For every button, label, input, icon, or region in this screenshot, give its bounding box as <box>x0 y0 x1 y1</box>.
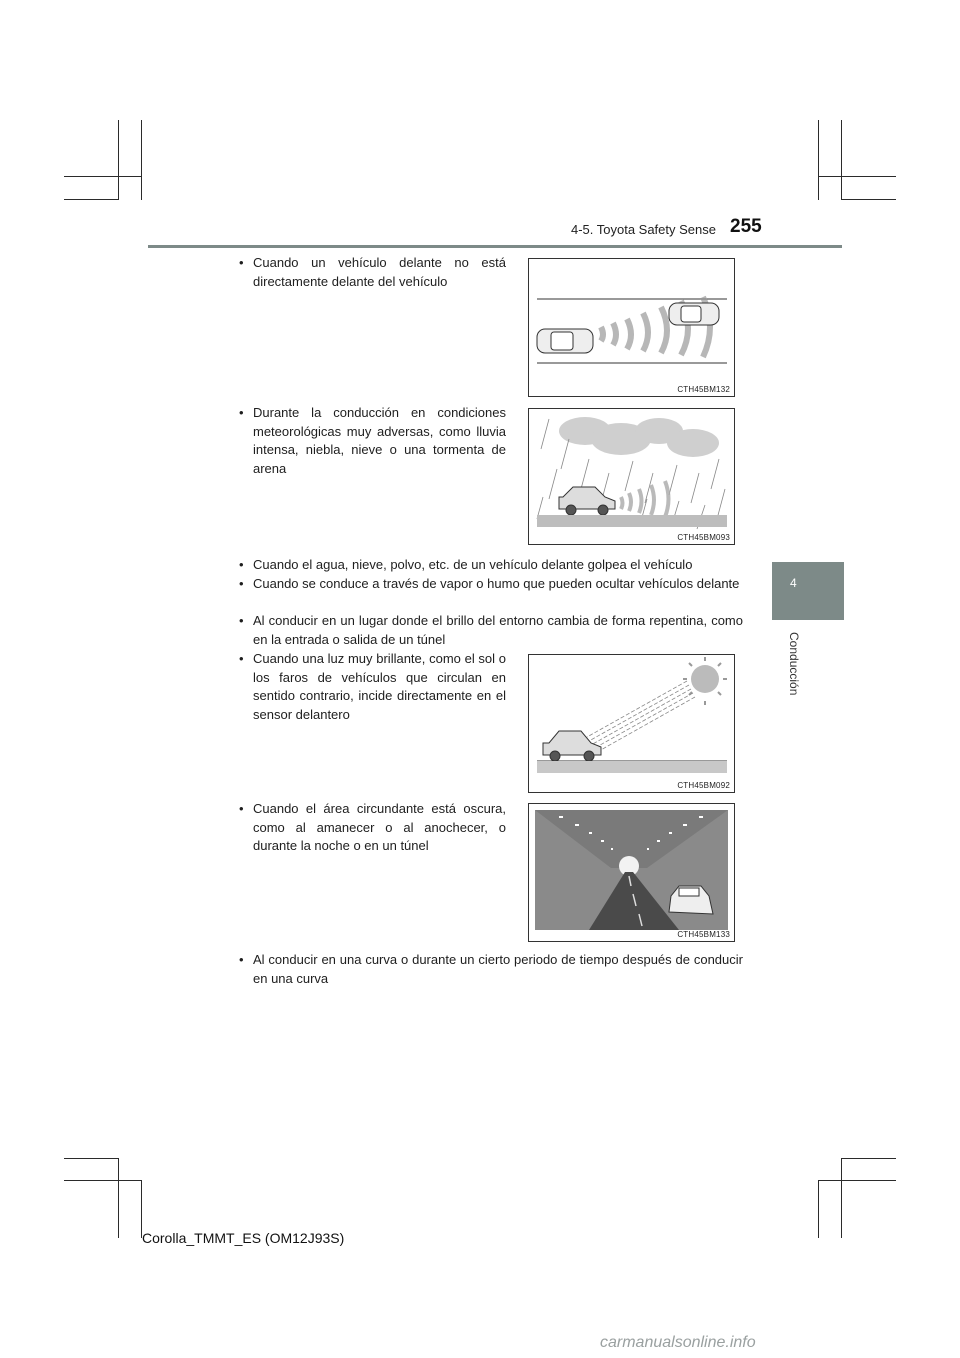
list-item <box>239 612 743 649</box>
bullet-dot: • <box>239 255 244 270</box>
dark-tunnel-illustration <box>529 804 734 941</box>
bullet-dot: • <box>239 651 244 666</box>
list-item-text: Cuando el agua, nieve, polvo, etc. de un vehículo delante golpea el vehículo <box>253 557 693 572</box>
sun-icon <box>683 657 727 705</box>
bullet-dot: • <box>239 952 244 967</box>
list-item <box>239 800 506 856</box>
list-item-text: Durante la conducción en condiciones meteorológicas muy adversas, como lluvia intensa, niebla, nieve o una tormenta de arena <box>253 405 506 476</box>
offset-vehicle-illustration <box>529 259 734 396</box>
list-item-text: Cuando se conduce a través de vapor o humo que pueden ocultar vehículos delante <box>253 576 740 591</box>
figure-offset-vehicle <box>528 258 735 397</box>
bright-light-illustration <box>529 655 734 792</box>
car-rear-icon <box>537 329 593 353</box>
list-item-text: Cuando el área circundante está oscura, como al amanecer o al anochecer, o durante la noche o en un túnel <box>253 801 506 853</box>
bad-weather-illustration <box>529 409 734 544</box>
list-item-text: Cuando una luz muy brillante, como el sol o los faros de vehículos que circulan en sentido contrario, incide directamente en el sensor delantero <box>253 651 506 722</box>
chapter-tab[interactable] <box>772 562 844 620</box>
chapter-label-box <box>787 632 807 722</box>
car-ahead-icon <box>669 303 719 325</box>
list-item <box>239 951 743 988</box>
list-item-text: Cuando un vehículo delante no está directamente delante del vehículo <box>253 255 506 289</box>
list-item <box>239 404 506 478</box>
document-footer: Corolla_TMMT_ES (OM12J93S) <box>142 1230 345 1246</box>
bullet-dot: • <box>239 801 244 816</box>
figure-code: CTH45BM092 <box>677 781 730 790</box>
figure-code: CTH45BM132 <box>677 385 730 394</box>
car-side-icon <box>559 487 615 515</box>
chapter-number: 4 <box>790 576 797 590</box>
figure-bad-weather <box>528 408 735 545</box>
bullet-dot: • <box>239 557 244 572</box>
list-item <box>239 556 743 575</box>
list-item <box>239 254 506 291</box>
list-item-text: Al conducir en una curva o durante un cierto periodo de tiempo después de conducir en una curva <box>253 952 743 986</box>
list-item-text: Al conducir en un lugar donde el brillo del entorno cambia de forma repentina, como en la entrada o salida de un túnel <box>253 613 743 647</box>
bullet-dot: • <box>239 613 244 628</box>
list-item <box>239 650 506 724</box>
figure-code: CTH45BM133 <box>677 930 730 939</box>
chapter-label: Conducción <box>787 632 801 696</box>
page-number: 255 <box>730 216 762 237</box>
figure-dark-tunnel <box>528 803 735 942</box>
bullet-dot: • <box>239 576 244 591</box>
car-side-icon <box>543 731 601 761</box>
figure-bright-light <box>528 654 735 793</box>
bullet-dot: • <box>239 405 244 420</box>
figure-code: CTH45BM093 <box>677 533 730 542</box>
watermark: carmanualsonline.info <box>600 1334 756 1351</box>
header-rule <box>148 245 842 248</box>
section-title: 4-5. Toyota Safety Sense <box>570 222 716 237</box>
list-item <box>239 575 743 594</box>
